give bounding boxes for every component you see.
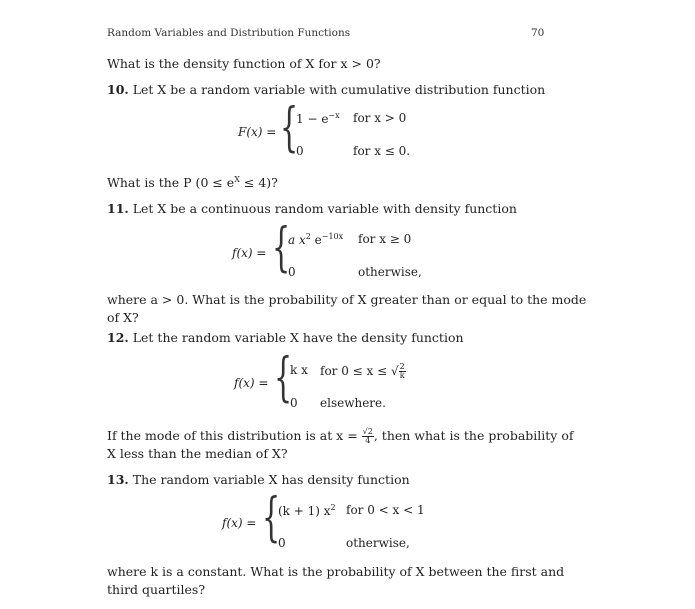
q12-equation <box>234 348 444 410</box>
q10-lhs: F(x) = <box>238 125 277 139</box>
q11-case1-expr: a $x^2$ $e^{-10x}$ <box>288 232 344 247</box>
q13-case2-expr: 0 <box>278 536 286 550</box>
q12-case1-expr: k x <box>290 363 308 377</box>
q13-lhs: f(x) = <box>222 516 257 530</box>
q11-case1-cond: for x ≥ 0 <box>358 232 412 246</box>
q11-equation <box>232 218 462 280</box>
q12-text: Let the random variable X have the density function <box>132 330 464 345</box>
q10-text: Let X be a random variable with cumulative distribution function <box>132 82 546 97</box>
q12-brace: { <box>274 348 293 408</box>
q13-case2-cond: otherwise, <box>346 536 410 550</box>
q12-case2-expr: 0 <box>290 396 298 410</box>
q11-number: 11. <box>107 201 129 216</box>
q13-statement <box>107 472 410 487</box>
q11-after-line1: where a > 0. What is the probability of X greater than or equal to the mode <box>107 292 587 307</box>
q12-statement <box>107 330 464 345</box>
q10-statement <box>107 82 545 97</box>
q11-case2-expr: 0 <box>288 265 296 279</box>
page-number: 70 <box>531 27 545 39</box>
q13-brace: { <box>262 488 281 548</box>
q12-case1-cond: for 0 ≤ x ≤ √ $\frac{2}{k}$ <box>320 362 405 380</box>
q10-case1-cond: for x > 0 <box>353 111 407 125</box>
q10-case1-expr: $1 - e^{-x}$ <box>296 111 340 126</box>
q13-number: 13. <box>107 472 129 487</box>
q10-brace: { <box>280 98 299 158</box>
q13-case1-cond: for 0 < x < 1 <box>346 503 425 517</box>
q13-after-line2: third quartiles? <box>107 582 206 597</box>
q12-number: 12. <box>107 330 129 345</box>
q11-statement <box>107 201 517 216</box>
running-header-title: Random Variables and Distribution Functions <box>107 27 351 39</box>
q12-lhs: f(x) = <box>234 376 269 390</box>
q11-case2-cond: otherwise, <box>358 265 422 279</box>
q11-after-line2: of X? <box>107 310 139 325</box>
q12-after-line2: X less than the median of X? <box>107 446 288 461</box>
q13-case1-expr: (k + 1) $x^2$ <box>278 503 336 518</box>
q13-after-line1: where k is a constant. What is the probability of X between the first and <box>107 564 565 579</box>
q12-after-line1: If the mode of this distribution is at x = $\frac{√2}{4}$ , then what is the probability of <box>107 427 574 445</box>
q10-case2-cond: for x ≤ 0. <box>353 144 411 158</box>
q13-equation <box>222 488 452 550</box>
q10-question: What is the P $(0 \le e^X \le 4)$? <box>107 175 278 190</box>
q12-case2-cond: elsewhere. <box>320 396 386 410</box>
q13-text: The random variable X has density function <box>132 472 410 487</box>
q11-text: Let X be a continuous random variable with density function <box>132 201 517 216</box>
q9-tail-text: What is the density function of X for x > 0? <box>107 56 381 71</box>
q11-lhs: f(x) = <box>232 246 267 260</box>
q10-equation <box>238 98 438 160</box>
q10-case2-expr: 0 <box>296 144 304 158</box>
q10-number: 10. <box>107 82 129 97</box>
q11-brace: { <box>272 218 291 278</box>
